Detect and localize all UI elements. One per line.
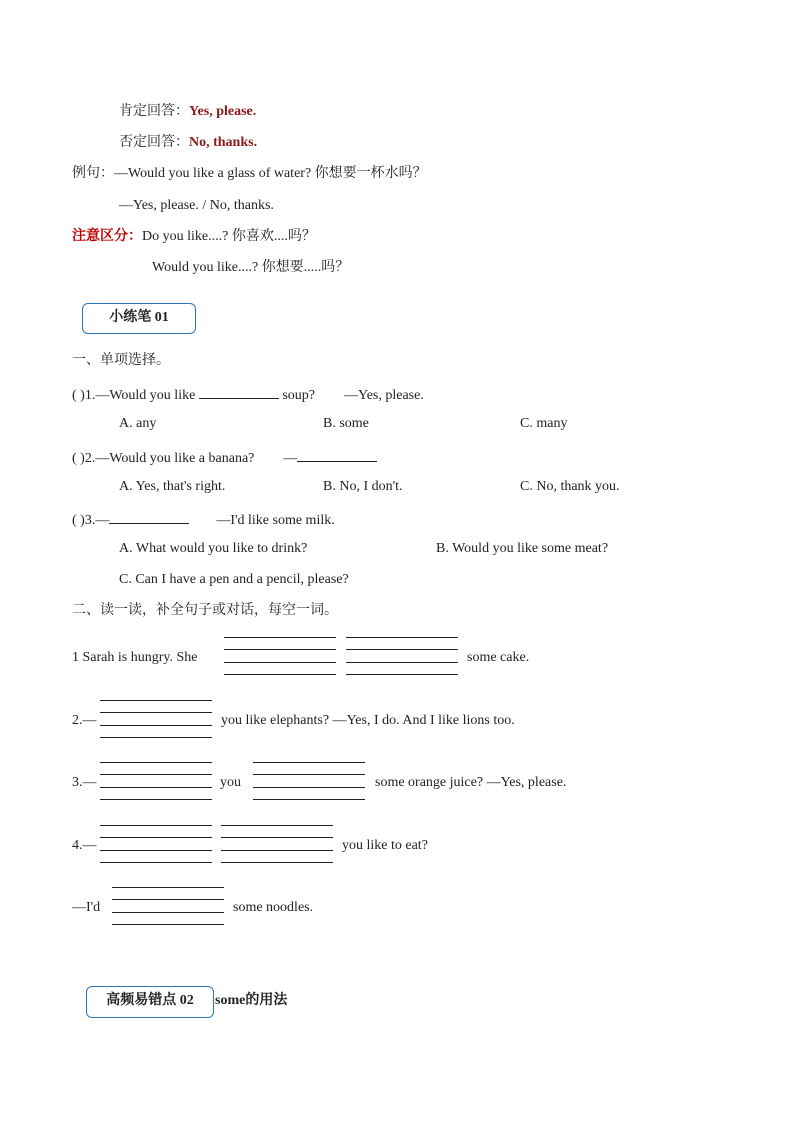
q2-reply: —: [283, 451, 298, 466]
s1-blank1-line4[interactable]: [224, 674, 336, 675]
s1-blank2-line2[interactable]: [346, 649, 458, 650]
s1-blank2-line1[interactable]: [346, 637, 458, 638]
q3-option-a[interactable]: A. What would you like to drink?: [119, 541, 308, 556]
s5-blank-line4[interactable]: [112, 924, 224, 925]
s1-blank1-line1[interactable]: [224, 637, 336, 638]
s5-blank-line3[interactable]: [112, 912, 224, 913]
q3-option-c[interactable]: C. Can I have a pen and a pencil, please?: [119, 572, 349, 587]
s1-blank2-line4[interactable]: [346, 674, 458, 675]
s3-blank2-line3[interactable]: [253, 787, 365, 788]
s4-blank2-line4[interactable]: [221, 862, 333, 863]
q3-blank[interactable]: [109, 509, 189, 524]
s3-blank1-line3[interactable]: [100, 787, 212, 788]
s4-blank1-line4[interactable]: [100, 862, 212, 863]
s4-blank2-line1[interactable]: [221, 825, 333, 826]
s5-suffix: some noodles.: [233, 900, 314, 915]
s5-blank-line2[interactable]: [112, 899, 224, 900]
example-question: —Would you like a glass of water? 你想要一杯水吗？: [114, 166, 427, 181]
negate-label: 否定回答：: [119, 135, 189, 150]
q2-line: [72, 447, 377, 468]
q2-blank[interactable]: [297, 447, 377, 462]
example-line: [72, 165, 427, 183]
s1-suffix: some cake.: [467, 650, 530, 665]
example-answer: —Yes, please. / No, thanks.: [119, 198, 274, 213]
s3-blank2-line1[interactable]: [253, 762, 365, 763]
s3-blank2-line2[interactable]: [253, 774, 365, 775]
part2-title: 二、读一读，补全句子或对话，每空一词。: [72, 603, 338, 618]
note-line: [72, 228, 316, 246]
example-label: 例句：: [72, 166, 114, 181]
s3-blank1-line4[interactable]: [100, 799, 212, 800]
error-title-cn: 的用法: [245, 993, 288, 1008]
q1-line: [72, 384, 424, 405]
s4-blank2-line2[interactable]: [221, 837, 333, 838]
affirm-line: [119, 103, 256, 121]
note-label: 注意区分：: [72, 229, 142, 244]
q3-line: [72, 509, 335, 530]
s1-blank1-line3[interactable]: [224, 662, 336, 663]
error-point-box: 高频易错点 02: [86, 986, 214, 1018]
s5-prefix: —I'd: [72, 900, 101, 915]
s4-blank1-line2[interactable]: [100, 837, 212, 838]
s3-blank1-line2[interactable]: [100, 774, 212, 775]
s2-blank-line4[interactable]: [100, 737, 212, 738]
q1-prefix: ( )1.—Would you like: [72, 388, 196, 403]
error-point-title: [215, 992, 287, 1010]
negate-line: [119, 134, 257, 152]
q2-option-a[interactable]: A. Yes, that's right.: [119, 479, 226, 494]
s3-prefix: 3.—: [72, 775, 97, 790]
q1-option-b[interactable]: B. some: [323, 416, 369, 431]
part1-title: 一、单项选择。: [72, 353, 170, 368]
practice-box: 小练笔 01: [82, 303, 196, 334]
s4-blank2-line3[interactable]: [221, 850, 333, 851]
s4-blank1-line3[interactable]: [100, 850, 212, 851]
q3-prefix: ( )3.—: [72, 513, 110, 528]
s1-blank1-line2[interactable]: [224, 649, 336, 650]
s5-blank-line1[interactable]: [112, 887, 224, 888]
s4-prefix: 4.—: [72, 838, 97, 853]
s2-blank-line3[interactable]: [100, 725, 212, 726]
q1-blank[interactable]: [199, 384, 279, 399]
s2-blank-line2[interactable]: [100, 712, 212, 713]
q1-reply: —Yes, please.: [343, 388, 424, 403]
s4-blank1-line1[interactable]: [100, 825, 212, 826]
q2-prefix: ( )2.—Would you like a banana?: [72, 451, 255, 466]
note-2: Would you like....? 你想要.....吗？: [152, 260, 350, 275]
q1-after: soup?: [282, 388, 315, 403]
affirm-label: 肯定回答：: [119, 104, 189, 119]
negate-value: No, thanks.: [189, 135, 258, 150]
error-title-en: some: [215, 993, 246, 1008]
note-1: Do you like....? 你喜欢....吗？: [142, 229, 316, 244]
s3-blank1-line1[interactable]: [100, 762, 212, 763]
q2-option-b[interactable]: B. No, I don't.: [323, 479, 403, 494]
s1-blank2-line3[interactable]: [346, 662, 458, 663]
q3-option-b[interactable]: B. Would you like some meat?: [436, 541, 609, 556]
s2-suffix: you like elephants? —Yes, I do. And I like lions too.: [221, 713, 515, 728]
s2-blank-line1[interactable]: [100, 700, 212, 701]
s3-middle: you: [220, 775, 241, 790]
q1-option-a[interactable]: A. any: [119, 416, 157, 431]
s3-blank2-line4[interactable]: [253, 799, 365, 800]
s2-prefix: 2.—: [72, 713, 97, 728]
s3-suffix: some orange juice? —Yes, please.: [375, 775, 567, 790]
s1-prefix: 1 Sarah is hungry. She: [72, 650, 198, 665]
s4-suffix: you like to eat?: [342, 838, 428, 853]
q1-option-c[interactable]: C. many: [520, 416, 568, 431]
q2-option-c[interactable]: C. No, thank you.: [520, 479, 620, 494]
affirm-value: Yes, please.: [189, 104, 257, 119]
q3-reply: —I'd like some milk.: [216, 513, 335, 528]
